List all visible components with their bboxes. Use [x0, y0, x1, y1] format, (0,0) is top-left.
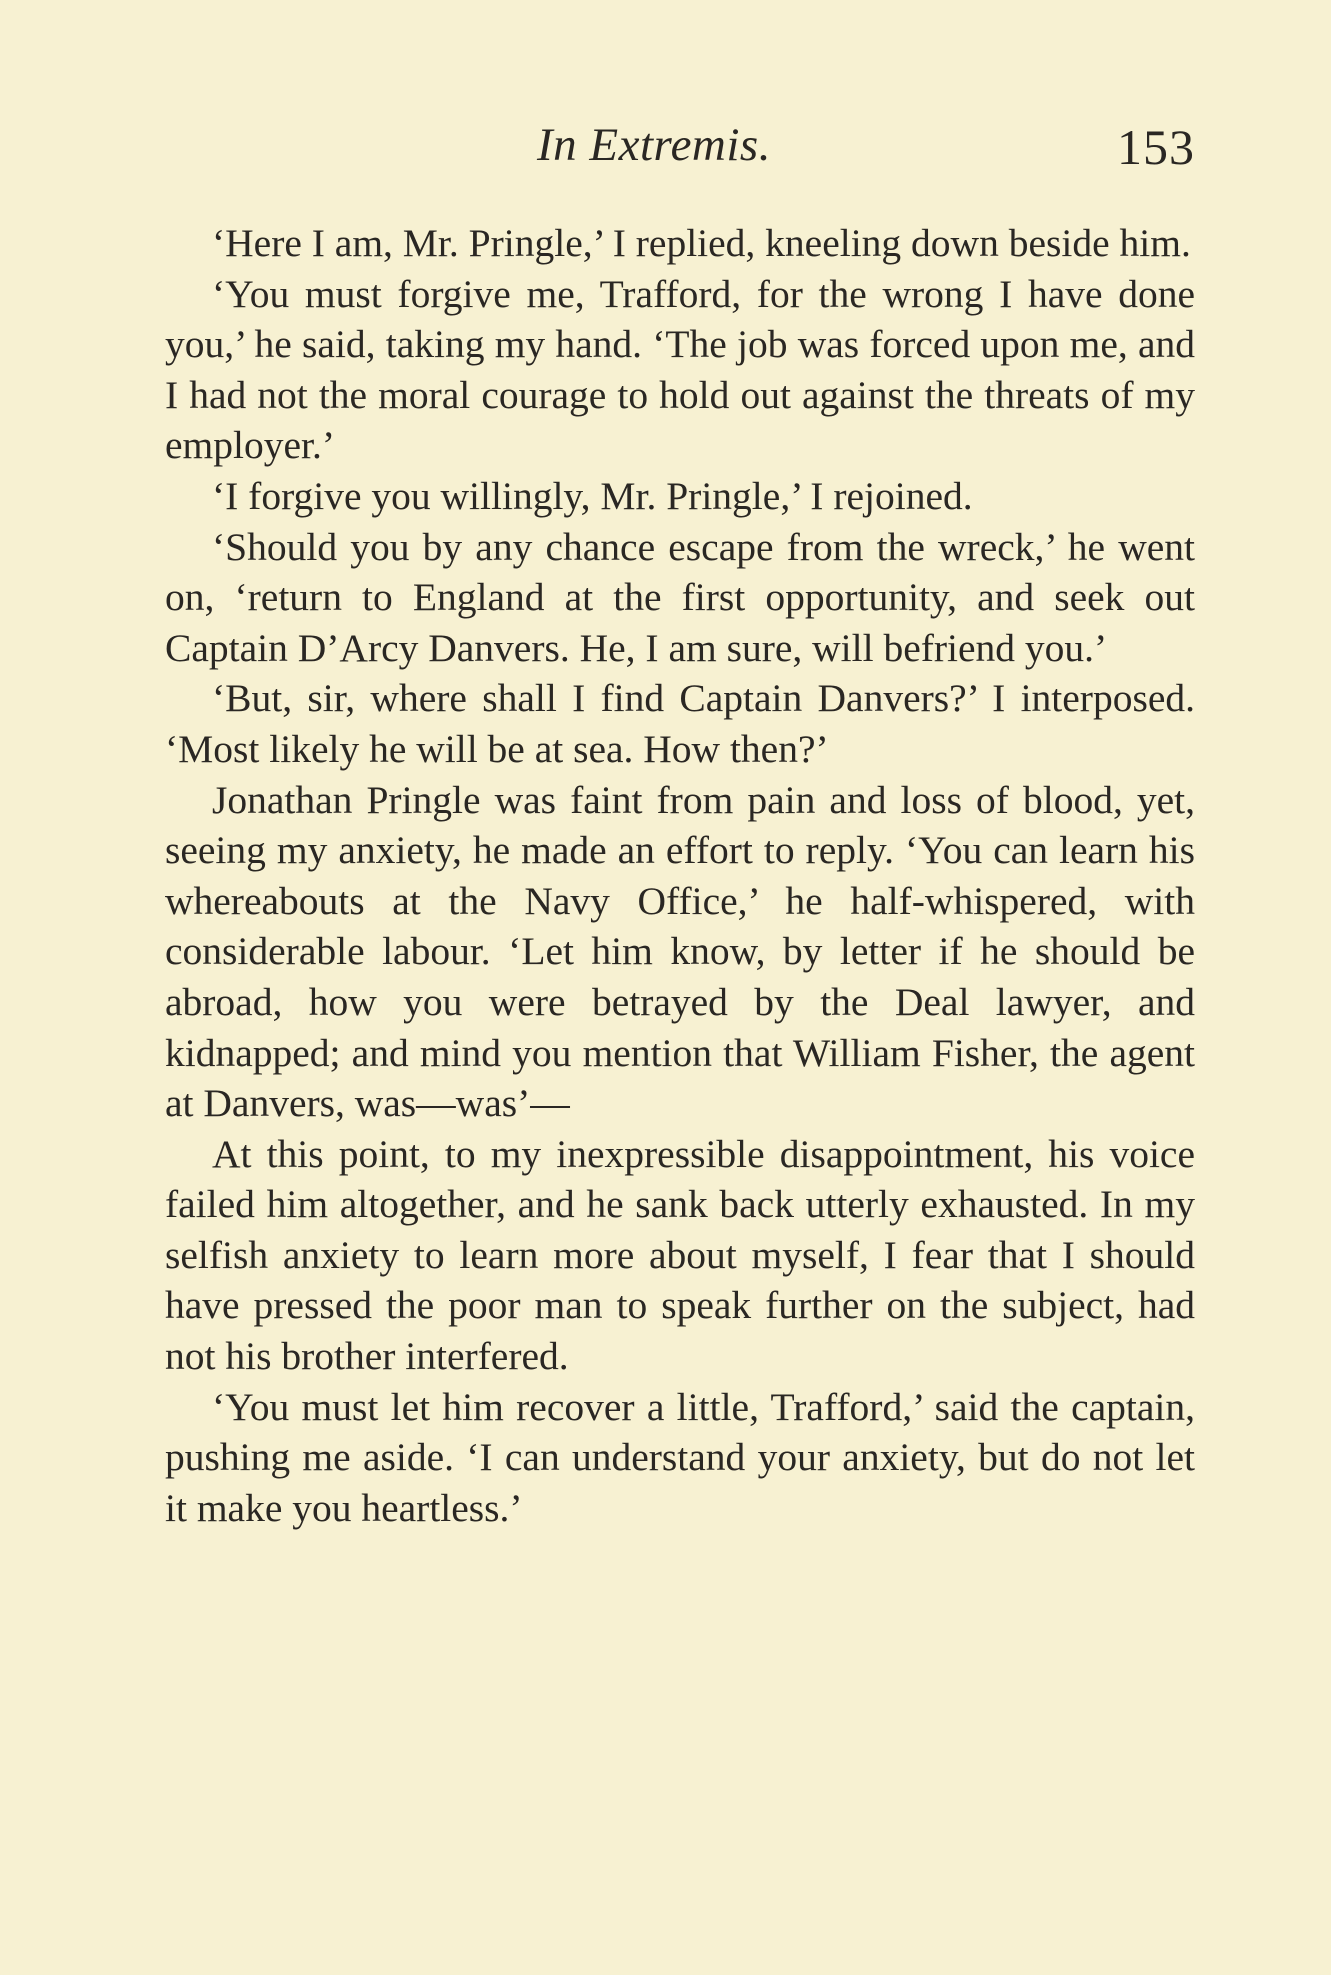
paragraph: At this point, to my inexpressible disappointment, his voice failed him altogether, and he sank back utterly exhausted. In my selfish anxiety to learn more about myself, I fear that I should have pressed the poor man to speak further on the subject, had not his brother interfered.: [165, 1131, 1195, 1379]
paragraph: ‘Here I am, Mr. Pringle,’ I replied, kneeling down beside him.: [212, 221, 1191, 265]
page-number: 153: [1117, 119, 1195, 175]
paragraph: ‘I forgive you willingly, Mr. Pringle,’ I rejoined.: [212, 473, 973, 518]
running-title: In Extremis.: [537, 119, 771, 171]
body-text: [165, 218, 1195, 1533]
paragraph: ‘You must forgive me, Trafford, for the wrong I have done you,’ he said, taking my hand. ‘The job was forced upon me, and I had not the moral courage to hold out against the threats of my employer.’: [165, 271, 1195, 468]
paragraph: Jonathan Pringle was faint from pain and loss of blood, yet, seeing my anxiety, he made an effort to reply. ‘You can learn his whereabouts at the Navy Office,’ he half-whispered, with considerable labour. ‘Let him know, by letter if he should be abroad, how you were betrayed by the Deal lawyer, and kidnapped; and mind you mention that William Fisher, the agent at Danvers, was—was’—: [165, 777, 1195, 1126]
running-head: [165, 118, 1195, 188]
paragraph: ‘You must let him recover a little, Trafford,’ said the captain, pushing me aside. ‘I can understand your anxiety, but do not let it make you heartless.’: [165, 1384, 1195, 1530]
paragraph: ‘But, sir, where shall I find Captain Danvers?’ I interposed. ‘Most likely he will be at sea. How then?’: [165, 676, 1195, 771]
paragraph: ‘Should you by any chance escape from the wreck,’ he went on, ‘return to England at the first opportunity, and seek out Captain D’Arcy Danvers. He, I am sure, will befriend you.’: [165, 524, 1195, 670]
